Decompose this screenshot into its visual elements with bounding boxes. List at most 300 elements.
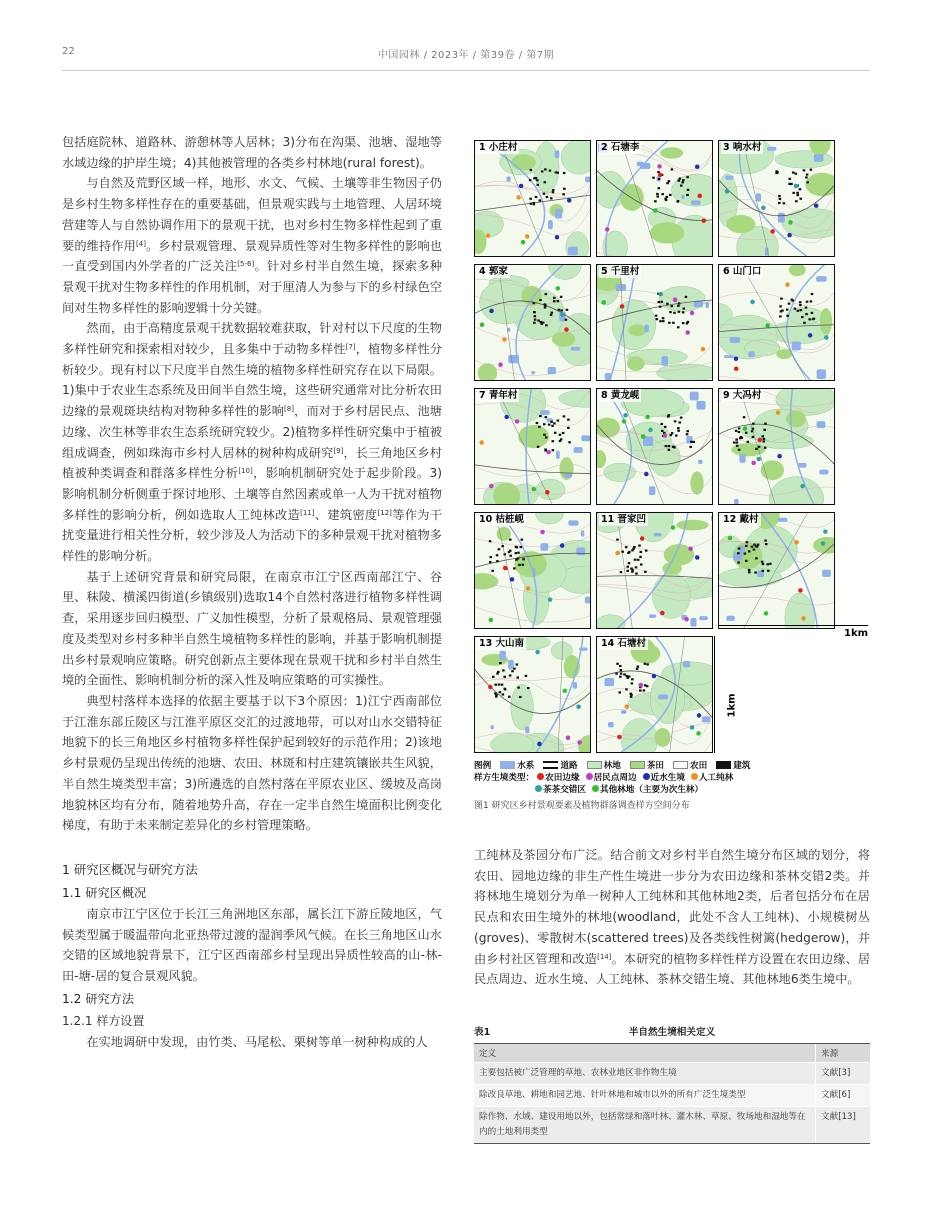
table-row	[474, 1085, 870, 1107]
building	[748, 550, 751, 552]
building	[631, 678, 634, 680]
building	[761, 561, 764, 563]
building	[656, 195, 659, 197]
forest-patch	[597, 615, 625, 628]
water-body	[778, 518, 788, 522]
building	[544, 306, 547, 308]
building	[659, 306, 662, 308]
building	[805, 306, 808, 308]
building	[789, 183, 792, 185]
contour-line	[597, 153, 712, 172]
scale-bar-vertical: 1km	[726, 693, 738, 718]
forest-patch	[787, 307, 823, 324]
building	[660, 301, 663, 303]
building	[625, 688, 628, 690]
sample-plot	[725, 189, 730, 194]
village-map	[596, 264, 713, 381]
building	[758, 446, 761, 448]
cell-source: 文献[13]	[816, 1107, 871, 1144]
water-body	[548, 220, 553, 229]
building	[805, 176, 808, 178]
building	[537, 319, 540, 321]
sample-plot	[615, 551, 620, 556]
building-swatch	[716, 761, 731, 769]
building	[799, 188, 802, 190]
sample-plot	[510, 577, 515, 582]
citation[interactable]: [8]	[284, 405, 294, 414]
building	[762, 563, 765, 565]
building	[522, 558, 525, 560]
sample-plot	[761, 206, 766, 211]
building	[654, 200, 657, 202]
building	[810, 300, 813, 302]
table-header-row	[474, 1044, 870, 1063]
building	[755, 448, 758, 450]
building	[799, 309, 802, 311]
building	[795, 200, 798, 202]
building	[544, 304, 547, 306]
building	[748, 569, 751, 571]
tea-patch	[761, 460, 784, 480]
building	[517, 557, 520, 559]
building	[735, 438, 738, 440]
building	[540, 323, 543, 325]
building	[538, 426, 541, 428]
building	[786, 315, 789, 317]
water-body	[621, 710, 627, 714]
building	[736, 441, 739, 443]
building	[557, 419, 560, 421]
water-body	[500, 651, 506, 660]
water-body	[508, 660, 514, 670]
building	[552, 440, 555, 442]
building	[548, 424, 551, 426]
building	[489, 561, 492, 563]
building	[544, 168, 547, 170]
definition-table	[474, 1043, 870, 1144]
building	[669, 311, 672, 313]
water-body	[681, 195, 684, 199]
building	[779, 198, 782, 200]
building	[533, 322, 536, 324]
building	[504, 553, 507, 555]
sample-plot	[685, 330, 690, 335]
village-map	[596, 512, 713, 629]
forest-patch	[659, 286, 705, 311]
tea-patch	[660, 147, 683, 158]
building	[806, 181, 809, 183]
building	[539, 299, 542, 301]
building	[659, 320, 662, 322]
water-body	[734, 499, 738, 504]
building	[658, 178, 661, 180]
building	[558, 309, 561, 311]
sample-plot	[488, 685, 493, 690]
building	[656, 193, 659, 195]
building	[635, 566, 638, 568]
water-body	[644, 325, 649, 332]
water-body	[581, 530, 584, 536]
sample-plot	[794, 184, 799, 189]
building	[623, 673, 626, 675]
building	[626, 570, 629, 572]
building	[516, 676, 519, 678]
village-map	[718, 264, 835, 381]
building	[803, 322, 806, 324]
building	[565, 319, 568, 321]
sample-plot	[644, 472, 649, 477]
paragraph-4: 基于上述研究背景和研究局限，在南京市江宁区西南部江宁、谷里、秣陵、横溪四街道(乡镇级别)选取14个自然村落进行植物多样性调查，采用逐步回归模型、广义加性模型，分析了景观格局、景观管理强度及类型对乡村多种半自然生境植物多样性的影响，并基于影响机制提出乡村景观响应策略。研究创新点主要体现在景观干扰和乡村半自然生境的全面性、影响机制分析的深入性及响应策略的可实操性。	[62, 569, 442, 688]
citation[interactable]: [4]	[136, 239, 146, 248]
building	[662, 317, 665, 319]
citation[interactable]: [7]	[345, 343, 356, 352]
building	[801, 316, 804, 318]
tea-patch	[726, 215, 755, 233]
sample-plot	[563, 689, 568, 694]
village-map	[596, 636, 713, 753]
building	[669, 194, 672, 196]
building	[681, 181, 684, 183]
building	[554, 432, 557, 434]
building	[550, 421, 553, 423]
building	[489, 540, 492, 542]
water-body	[725, 176, 734, 180]
building	[797, 310, 800, 312]
water-body	[506, 176, 510, 181]
sample-plot	[697, 713, 702, 718]
subsection-heading: 1.1 研究区概况	[62, 885, 147, 900]
sample-plot	[601, 300, 606, 305]
figure-1	[474, 140, 870, 820]
sample-plot	[770, 229, 775, 234]
sample-plot	[801, 616, 806, 621]
water-body	[767, 147, 776, 151]
forest-patch	[536, 479, 565, 499]
sample-plot	[640, 536, 645, 541]
sample-plot	[653, 208, 658, 213]
tea-patch	[676, 520, 708, 531]
forest-patch	[561, 141, 590, 174]
building	[560, 296, 563, 298]
sample-plot	[657, 164, 662, 169]
building	[668, 322, 671, 324]
sample-types-title: 样方生境类型：	[474, 773, 535, 783]
building	[671, 305, 674, 307]
building	[494, 692, 497, 694]
citation[interactable]: [12]	[377, 508, 392, 517]
water-body	[702, 716, 711, 722]
water-body	[658, 695, 668, 700]
sample-plot	[800, 484, 805, 489]
building	[752, 436, 755, 438]
sample-plot	[823, 529, 828, 534]
building	[752, 428, 755, 430]
building	[513, 668, 516, 670]
sample-plot	[526, 586, 531, 591]
building	[644, 663, 647, 665]
building	[545, 324, 548, 326]
building	[525, 675, 528, 677]
building	[780, 310, 783, 312]
building	[620, 571, 623, 573]
building	[522, 564, 525, 566]
cell-definition: 除改良草地、耕地和园艺地、针叶林地和城市以外的所有广泛生境类型	[474, 1085, 816, 1107]
dot-settlement	[586, 773, 593, 780]
building	[551, 425, 554, 427]
sample-plot	[787, 233, 792, 238]
forest-patch	[536, 513, 564, 524]
village-label: 6 山门口	[723, 266, 762, 277]
building	[747, 441, 750, 443]
citation[interactable]: [9]	[333, 446, 344, 455]
building	[686, 322, 689, 324]
village-label: 5 千里村	[601, 266, 640, 277]
sample-plot	[479, 440, 484, 445]
sample-plot	[658, 173, 663, 178]
building	[533, 177, 536, 179]
building	[666, 303, 669, 305]
building	[636, 668, 639, 670]
building	[559, 440, 562, 442]
building	[686, 194, 689, 196]
sample-plot	[824, 335, 829, 340]
sample-plot	[489, 618, 494, 623]
building	[501, 545, 504, 547]
building	[672, 322, 675, 324]
building	[625, 546, 628, 548]
village-map	[718, 512, 835, 629]
building	[683, 307, 686, 309]
forest-swatch	[587, 761, 602, 769]
building	[628, 562, 631, 564]
subsection-heading: 1.2 研究方法	[62, 991, 135, 1006]
sample-plot	[697, 194, 702, 199]
building	[668, 445, 671, 447]
building	[627, 552, 630, 554]
building	[541, 170, 544, 172]
building	[763, 440, 766, 442]
village-label: 14 石塘村	[601, 638, 647, 649]
building	[736, 445, 739, 447]
building	[631, 682, 634, 684]
dot-other-forest	[592, 785, 599, 792]
building	[811, 293, 814, 295]
building	[508, 696, 511, 698]
dot-plantation	[691, 773, 698, 780]
building	[496, 560, 499, 562]
building	[537, 184, 540, 186]
forest-patch	[769, 477, 823, 504]
water-body	[822, 570, 831, 577]
building	[645, 550, 648, 552]
sample-plot	[690, 311, 695, 316]
dot-water	[643, 773, 650, 780]
water-body	[548, 367, 556, 374]
water-body	[555, 150, 560, 158]
building	[504, 688, 507, 690]
building	[682, 179, 685, 181]
building	[536, 179, 539, 181]
building	[733, 441, 736, 443]
sample-plot	[756, 457, 761, 462]
sample-plot	[560, 312, 565, 317]
building	[672, 446, 675, 448]
village-map	[718, 140, 835, 257]
building	[689, 446, 692, 448]
sample-plot	[515, 419, 520, 424]
sample-plot	[556, 286, 561, 291]
sample-plot	[535, 650, 540, 655]
building	[661, 193, 664, 195]
forest-patch	[621, 719, 657, 752]
table-number: 表1	[474, 1027, 491, 1038]
building	[643, 689, 646, 691]
building	[761, 570, 764, 572]
sample-plot	[623, 413, 628, 418]
paragraph-2: 与自然及荒野区域一样，地形、水文、气候、土壤等非生物因子仍是乡村生物多样性存在的重要基础，但景观实践与土地管理、人居环境营建等人与自然协调作用下的景观干扰，也对乡村生物多样性起到了重要的维持作用[4]。乡村景观管理、景观异质性等对生物多样性的影响也一直受到国内外学者的广泛关注[5-6]。针对乡村半自然生境，探索多种景观干扰对生物多样性的作用机制，对于厘清人为参与下的乡村绿色空间对生物多样性的影响逻辑十分关键。	[62, 176, 443, 315]
building	[776, 171, 779, 173]
water-body	[540, 410, 550, 415]
building	[534, 319, 537, 321]
building	[616, 663, 619, 665]
building	[631, 549, 634, 551]
building	[615, 673, 618, 675]
building	[640, 563, 643, 565]
water-body	[816, 276, 826, 282]
building	[644, 684, 647, 686]
sample-plot	[751, 461, 756, 466]
water-body	[608, 722, 614, 727]
building	[677, 305, 680, 307]
sample-plot	[695, 165, 700, 170]
building	[511, 670, 514, 672]
forest-patch	[549, 265, 582, 279]
water-swatch	[500, 761, 515, 769]
citation[interactable]: [11]	[300, 508, 315, 517]
building	[687, 189, 690, 191]
sample-plot	[525, 234, 530, 239]
col-source: 来源	[816, 1044, 871, 1063]
water-body	[568, 520, 578, 525]
paragraph-3: 然而，由于高精度景观干扰数据较难获取，针对村以下尺度的生物多样性研究和探索相对较少，且多集中于动物多样性[7]，植物多样性分析较少。现有村以下尺度半自然生境的植物多样性研究存在以下局限。1)集中于农业生态系统及田间半自然生境，这些研究通常对比分析农田边缘的景观斑块结构对物种多样性的影响[8]，而对于乡村居民点、池塘边缘、次生林等非农生态系统研究较少。2)植物多样性研究集中于植被组成调查，例如珠海市乡村人居林的树种构成研究[9]，长三角地区乡村植被种类调查和群落多样性分析[10]，影响机制研究处于起步阶段。3)影响机制分析侧重于探讨地形、土壤等自然因素或单一人为干扰对植物多样性的影响分析，例如选取人工纯林改造[11]、建筑密度[12]等作为干扰变量进行相关性分析，较少涉及人为活动下的多种景观干扰对植物多样性的影响分析。	[62, 321, 443, 564]
building	[805, 313, 808, 315]
sample-plot	[620, 304, 625, 309]
citation[interactable]: [10]	[238, 467, 253, 476]
building	[635, 573, 638, 575]
building	[811, 312, 814, 314]
building	[799, 304, 802, 306]
building	[690, 441, 693, 443]
building	[757, 544, 760, 546]
village-map	[718, 388, 835, 505]
building	[664, 426, 667, 428]
road	[617, 513, 632, 628]
building	[751, 546, 754, 548]
building	[637, 559, 640, 561]
building	[567, 427, 570, 429]
building	[677, 180, 680, 182]
water-body	[531, 371, 535, 374]
building	[755, 557, 758, 559]
water-body	[556, 451, 560, 459]
building	[680, 417, 683, 419]
forest-patch	[785, 593, 815, 628]
water-body	[564, 474, 572, 478]
contour-line	[719, 597, 834, 605]
sample-plot	[728, 536, 733, 541]
building	[685, 296, 688, 298]
building	[738, 449, 741, 451]
building	[662, 320, 665, 322]
citation[interactable]: [14]	[597, 952, 612, 961]
building	[501, 684, 504, 686]
building	[518, 564, 521, 566]
building	[562, 193, 565, 195]
village-label: 11 晋家凹	[601, 514, 647, 525]
dot-tea-ecotone	[535, 785, 542, 792]
building	[639, 556, 642, 558]
water-body	[525, 726, 529, 733]
building	[678, 421, 681, 423]
sample-plot	[519, 184, 524, 189]
building	[778, 202, 781, 204]
building	[765, 543, 768, 545]
sample-plot	[821, 541, 826, 546]
building	[626, 566, 629, 568]
building	[769, 563, 772, 565]
sample-plot	[639, 683, 644, 688]
building	[537, 446, 540, 448]
village-map	[596, 388, 713, 505]
sample-plot	[734, 356, 739, 361]
dot-farm-edge	[537, 773, 544, 780]
building	[806, 301, 809, 303]
building	[502, 669, 505, 671]
left-column	[62, 132, 442, 1052]
building	[763, 438, 766, 440]
building	[553, 422, 556, 424]
section-heading: 1 研究区概况与研究方法	[62, 861, 198, 877]
header-divider	[62, 70, 870, 71]
building	[679, 178, 682, 180]
building	[562, 432, 565, 434]
farmland-swatch	[673, 761, 688, 769]
sample-plot	[673, 297, 678, 302]
building	[789, 178, 792, 180]
building	[812, 318, 815, 320]
building	[553, 297, 556, 299]
building	[762, 435, 765, 437]
building	[737, 552, 740, 554]
building	[752, 423, 755, 425]
building	[682, 311, 685, 313]
sample-plot	[503, 566, 508, 571]
building	[799, 301, 802, 303]
building	[499, 662, 502, 664]
water-body	[571, 347, 581, 351]
village-label: 4 郭家	[479, 266, 508, 277]
building	[668, 414, 671, 416]
building	[810, 169, 813, 171]
building	[780, 298, 783, 300]
building	[618, 691, 621, 693]
forest-patch	[559, 390, 590, 407]
building	[678, 311, 681, 313]
sample-plot	[622, 419, 627, 424]
sample-plot	[695, 555, 700, 560]
sample-plot	[690, 725, 695, 730]
citation[interactable]: [5-6]	[237, 260, 255, 269]
